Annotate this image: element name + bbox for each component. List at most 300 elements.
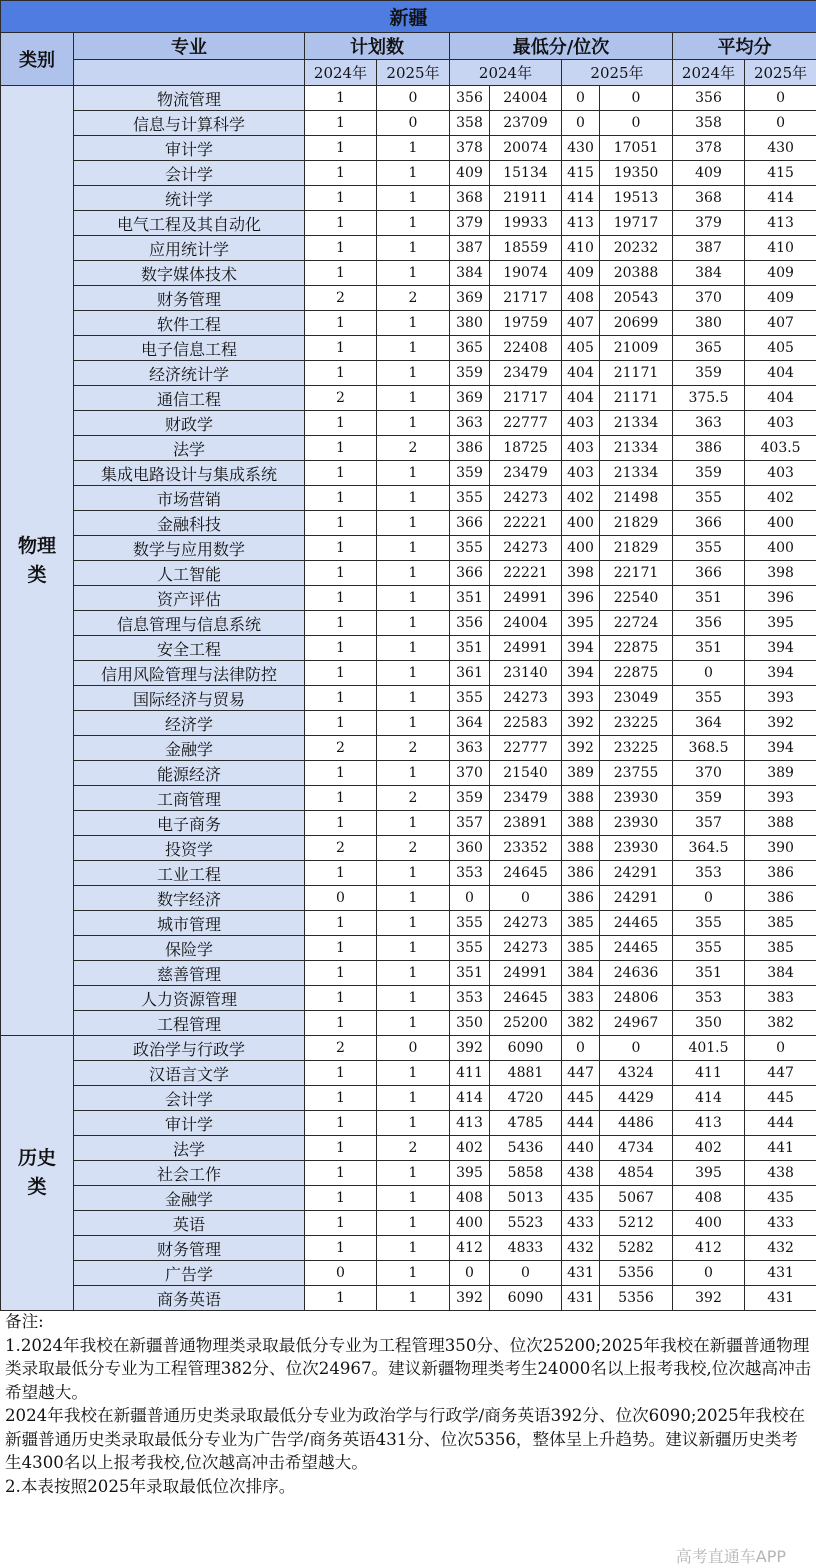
avg-score-2024: 356 <box>673 86 745 111</box>
min-score-2024: 351 <box>450 586 490 611</box>
plan-2025: 1 <box>377 886 450 911</box>
avg-score-2025: 415 <box>745 161 816 186</box>
header-avg-score: 平均分 <box>673 33 816 60</box>
min-score-2025: 395 <box>562 611 600 636</box>
plan-2024: 1 <box>305 786 377 811</box>
min-rank-2025: 21829 <box>600 511 673 536</box>
avg-score-2025: 403.5 <box>745 436 816 461</box>
plan-2025: 1 <box>377 536 450 561</box>
major-name: 通信工程 <box>74 386 305 411</box>
header-avg-2024: 2024年 <box>673 60 745 86</box>
plan-2025: 1 <box>377 861 450 886</box>
table-row <box>1 861 816 886</box>
plan-2024: 1 <box>305 336 377 361</box>
plan-2025: 1 <box>377 1286 450 1311</box>
major-name: 国际经济与贸易 <box>74 686 305 711</box>
min-score-2024: 365 <box>450 336 490 361</box>
note-physics: 1.2024年我校在新疆普通物理类录取最低分专业为工程管理350分、位次25200;2025年我校在新疆普通物理类录取最低分专业为工程管理382分、位次24967。建议新疆物理类考生24000名以上报考我校,位次越高冲击希望越大。 <box>5 1335 812 1402</box>
header-category: 类别 <box>1 33 74 86</box>
min-score-2025: 396 <box>562 586 600 611</box>
min-rank-2024: 0 <box>490 1261 562 1286</box>
min-score-2024: 363 <box>450 411 490 436</box>
avg-score-2024: 370 <box>673 286 745 311</box>
plan-2024: 1 <box>305 436 377 461</box>
min-rank-2025: 4734 <box>600 1136 673 1161</box>
min-score-2024: 355 <box>450 911 490 936</box>
min-score-2024: 408 <box>450 1186 490 1211</box>
plan-2025: 1 <box>377 1061 450 1086</box>
min-score-2024: 363 <box>450 736 490 761</box>
min-rank-2024: 21911 <box>490 186 562 211</box>
plan-2024: 1 <box>305 536 377 561</box>
min-rank-2024: 24991 <box>490 961 562 986</box>
min-rank-2024: 22221 <box>490 511 562 536</box>
avg-score-2025: 386 <box>745 886 816 911</box>
plan-2024: 1 <box>305 1111 377 1136</box>
min-rank-2025: 5356 <box>600 1261 673 1286</box>
major-name: 商务英语 <box>74 1286 305 1311</box>
min-rank-2025: 4854 <box>600 1161 673 1186</box>
major-name: 工程管理 <box>74 1011 305 1036</box>
min-rank-2025: 0 <box>600 111 673 136</box>
min-rank-2024: 22408 <box>490 336 562 361</box>
avg-score-2024: 368 <box>673 186 745 211</box>
avg-score-2025: 382 <box>745 1011 816 1036</box>
avg-score-2025: 430 <box>745 136 816 161</box>
table-row <box>1 1086 816 1111</box>
min-rank-2024: 23891 <box>490 811 562 836</box>
min-score-2025: 404 <box>562 361 600 386</box>
min-score-2024: 369 <box>450 286 490 311</box>
major-name: 审计学 <box>74 136 305 161</box>
min-rank-2025: 23049 <box>600 686 673 711</box>
min-score-2025: 403 <box>562 411 600 436</box>
major-name: 人工智能 <box>74 561 305 586</box>
min-score-2025: 389 <box>562 761 600 786</box>
table-row <box>1 1261 816 1286</box>
table-row <box>1 736 816 761</box>
header-plan: 计划数 <box>305 33 450 60</box>
avg-score-2025: 444 <box>745 1111 816 1136</box>
min-score-2025: 403 <box>562 461 600 486</box>
min-score-2025: 431 <box>562 1261 600 1286</box>
min-score-2024: 355 <box>450 486 490 511</box>
min-score-2024: 395 <box>450 1161 490 1186</box>
min-rank-2025: 24806 <box>600 986 673 1011</box>
plan-2024: 1 <box>305 136 377 161</box>
major-name: 投资学 <box>74 836 305 861</box>
avg-score-2025: 395 <box>745 611 816 636</box>
avg-score-2024: 370 <box>673 761 745 786</box>
min-rank-2024: 15134 <box>490 161 562 186</box>
avg-score-2025: 392 <box>745 711 816 736</box>
avg-score-2024: 375.5 <box>673 386 745 411</box>
major-name: 数字媒体技术 <box>74 261 305 286</box>
table-row <box>1 1236 816 1261</box>
min-score-2024: 369 <box>450 386 490 411</box>
table-row <box>1 911 816 936</box>
min-score-2025: 430 <box>562 136 600 161</box>
plan-2024: 1 <box>305 561 377 586</box>
major-name: 法学 <box>74 436 305 461</box>
avg-score-2024: 355 <box>673 911 745 936</box>
major-name: 社会工作 <box>74 1161 305 1186</box>
major-name: 金融学 <box>74 736 305 761</box>
major-name: 政治学与行政学 <box>74 1036 305 1061</box>
plan-2024: 1 <box>305 686 377 711</box>
plan-2025: 0 <box>377 1036 450 1061</box>
min-rank-2025: 5356 <box>600 1286 673 1311</box>
min-rank-2024: 24273 <box>490 686 562 711</box>
major-name: 数字经济 <box>74 886 305 911</box>
plan-2024: 1 <box>305 661 377 686</box>
table-row <box>1 636 816 661</box>
min-score-2025: 444 <box>562 1111 600 1136</box>
avg-score-2025: 389 <box>745 761 816 786</box>
table-row <box>1 386 816 411</box>
min-score-2024: 379 <box>450 211 490 236</box>
min-rank-2024: 24273 <box>490 486 562 511</box>
min-rank-2025: 4486 <box>600 1111 673 1136</box>
plan-2024: 1 <box>305 1011 377 1036</box>
min-rank-2024: 6090 <box>490 1036 562 1061</box>
table-row <box>1 936 816 961</box>
min-score-2025: 398 <box>562 561 600 586</box>
min-score-2024: 351 <box>450 961 490 986</box>
major-name: 会计学 <box>74 161 305 186</box>
plan-2025: 1 <box>377 211 450 236</box>
plan-2024: 1 <box>305 361 377 386</box>
plan-2024: 1 <box>305 911 377 936</box>
min-score-2024: 414 <box>450 1086 490 1111</box>
avg-score-2025: 432 <box>745 1236 816 1261</box>
min-score-2024: 368 <box>450 186 490 211</box>
plan-2025: 1 <box>377 136 450 161</box>
plan-2024: 1 <box>305 1186 377 1211</box>
avg-score-2025: 398 <box>745 561 816 586</box>
plan-2025: 1 <box>377 686 450 711</box>
plan-2025: 1 <box>377 1186 450 1211</box>
min-rank-2025: 20232 <box>600 236 673 261</box>
plan-2025: 1 <box>377 961 450 986</box>
avg-score-2025: 383 <box>745 986 816 1011</box>
min-rank-2025: 0 <box>600 86 673 111</box>
plan-2025: 1 <box>377 636 450 661</box>
table-row <box>1 411 816 436</box>
major-name: 安全工程 <box>74 636 305 661</box>
table-row <box>1 86 816 111</box>
min-score-2025: 400 <box>562 536 600 561</box>
avg-score-2025: 0 <box>745 86 816 111</box>
table-row <box>1 786 816 811</box>
min-score-2025: 394 <box>562 636 600 661</box>
min-score-2024: 353 <box>450 986 490 1011</box>
min-score-2024: 356 <box>450 86 490 111</box>
major-name: 广告学 <box>74 1261 305 1286</box>
min-score-2024: 370 <box>450 761 490 786</box>
plan-2025: 1 <box>377 986 450 1011</box>
plan-2024: 2 <box>305 736 377 761</box>
avg-score-2024: 351 <box>673 586 745 611</box>
avg-score-2024: 351 <box>673 636 745 661</box>
min-rank-2024: 24004 <box>490 611 562 636</box>
min-score-2025: 404 <box>562 386 600 411</box>
table-row <box>1 711 816 736</box>
min-score-2024: 359 <box>450 361 490 386</box>
plan-2024: 0 <box>305 886 377 911</box>
category-cell: 物理 类 <box>1 86 74 1036</box>
plan-2024: 1 <box>305 1161 377 1186</box>
avg-score-2024: 409 <box>673 161 745 186</box>
min-rank-2024: 22777 <box>490 736 562 761</box>
table-row <box>1 1036 816 1061</box>
major-name: 信用风险管理与法律防控 <box>74 661 305 686</box>
min-score-2025: 440 <box>562 1136 600 1161</box>
table-row <box>1 1061 816 1086</box>
min-score-2025: 405 <box>562 336 600 361</box>
avg-score-2024: 408 <box>673 1186 745 1211</box>
plan-2025: 2 <box>377 286 450 311</box>
min-rank-2025: 21171 <box>600 361 673 386</box>
min-rank-2025: 21334 <box>600 411 673 436</box>
min-score-2025: 400 <box>562 511 600 536</box>
avg-score-2024: 359 <box>673 461 745 486</box>
avg-score-2024: 359 <box>673 786 745 811</box>
avg-score-2024: 358 <box>673 111 745 136</box>
min-score-2024: 351 <box>450 636 490 661</box>
major-name: 集成电路设计与集成系统 <box>74 461 305 486</box>
plan-2025: 2 <box>377 1136 450 1161</box>
min-rank-2025: 19717 <box>600 211 673 236</box>
min-score-2025: 0 <box>562 111 600 136</box>
avg-score-2025: 394 <box>745 736 816 761</box>
plan-2025: 1 <box>377 261 450 286</box>
major-name: 法学 <box>74 1136 305 1161</box>
avg-score-2025: 409 <box>745 261 816 286</box>
plan-2025: 1 <box>377 586 450 611</box>
plan-2025: 1 <box>377 811 450 836</box>
plan-2025: 1 <box>377 1161 450 1186</box>
min-score-2025: 438 <box>562 1161 600 1186</box>
avg-score-2025: 385 <box>745 911 816 936</box>
table-row <box>1 611 816 636</box>
min-rank-2025: 20388 <box>600 261 673 286</box>
avg-score-2025: 405 <box>745 336 816 361</box>
min-score-2024: 402 <box>450 1136 490 1161</box>
note-history: 2024年我校在新疆普通历史类录取最低分专业为政治学与行政学/商务英语392分、位次6090;2025年我校在新疆普通历史类录取最低分专业为广告学/商务英语431分、位次5356，整体呈上升趋势。建议新疆历史类考生4300名以上报考我校,位次越高冲击希望越大。 <box>5 1406 806 1472</box>
avg-score-2024: 0 <box>673 661 745 686</box>
avg-score-2024: 355 <box>673 686 745 711</box>
plan-2024: 1 <box>305 986 377 1011</box>
plan-2024: 1 <box>305 861 377 886</box>
table-row <box>1 286 816 311</box>
min-score-2025: 447 <box>562 1061 600 1086</box>
plan-2025: 1 <box>377 611 450 636</box>
min-rank-2024: 20074 <box>490 136 562 161</box>
plan-2025: 2 <box>377 436 450 461</box>
major-name: 能源经济 <box>74 761 305 786</box>
min-score-2025: 388 <box>562 786 600 811</box>
major-name: 数学与应用数学 <box>74 536 305 561</box>
plan-2025: 1 <box>377 361 450 386</box>
category-cell: 历史 类 <box>1 1036 74 1311</box>
plan-2024: 1 <box>305 186 377 211</box>
plan-2024: 2 <box>305 836 377 861</box>
min-score-2024: 360 <box>450 836 490 861</box>
table-row <box>1 511 816 536</box>
plan-2024: 1 <box>305 1236 377 1261</box>
plan-2025: 1 <box>377 1111 450 1136</box>
min-rank-2024: 21717 <box>490 386 562 411</box>
header-min-score-rank: 最低分/位次 <box>450 33 673 60</box>
major-name: 电子商务 <box>74 811 305 836</box>
min-rank-2024: 24645 <box>490 986 562 1011</box>
avg-score-2024: 413 <box>673 1111 745 1136</box>
plan-2024: 1 <box>305 511 377 536</box>
major-name: 汉语言文学 <box>74 1061 305 1086</box>
min-score-2024: 386 <box>450 436 490 461</box>
plan-2025: 1 <box>377 1086 450 1111</box>
plan-2024: 1 <box>305 461 377 486</box>
avg-score-2025: 402 <box>745 486 816 511</box>
min-rank-2025: 23930 <box>600 786 673 811</box>
min-score-2024: 350 <box>450 1011 490 1036</box>
major-name: 人力资源管理 <box>74 986 305 1011</box>
header-plan-2025: 2025年 <box>377 60 450 86</box>
min-rank-2024: 18559 <box>490 236 562 261</box>
watermark: 高考直通车APP <box>675 1547 786 1566</box>
min-score-2025: 392 <box>562 736 600 761</box>
table-row <box>1 1011 816 1036</box>
plan-2025: 1 <box>377 1236 450 1261</box>
min-rank-2024: 22583 <box>490 711 562 736</box>
avg-score-2024: 350 <box>673 1011 745 1036</box>
major-name: 经济统计学 <box>74 361 305 386</box>
min-rank-2025: 5212 <box>600 1211 673 1236</box>
min-rank-2025: 5067 <box>600 1186 673 1211</box>
avg-score-2025: 394 <box>745 636 816 661</box>
plan-2025: 0 <box>377 111 450 136</box>
min-rank-2024: 5013 <box>490 1186 562 1211</box>
avg-score-2024: 411 <box>673 1061 745 1086</box>
major-name: 工业工程 <box>74 861 305 886</box>
notes-heading: 备注: <box>5 1312 44 1331</box>
major-name: 资产评估 <box>74 586 305 611</box>
avg-score-2024: 379 <box>673 211 745 236</box>
plan-2024: 1 <box>305 761 377 786</box>
min-score-2025: 384 <box>562 961 600 986</box>
min-rank-2024: 0 <box>490 886 562 911</box>
table-row <box>1 236 816 261</box>
avg-score-2024: 364.5 <box>673 836 745 861</box>
plan-2025: 1 <box>377 336 450 361</box>
avg-score-2024: 356 <box>673 611 745 636</box>
min-rank-2024: 4881 <box>490 1061 562 1086</box>
min-rank-2025: 22171 <box>600 561 673 586</box>
table-row <box>1 1211 816 1236</box>
avg-score-2025: 388 <box>745 811 816 836</box>
avg-score-2024: 351 <box>673 961 745 986</box>
min-score-2025: 382 <box>562 1011 600 1036</box>
plan-2024: 1 <box>305 1286 377 1311</box>
min-score-2025: 388 <box>562 836 600 861</box>
plan-2025: 1 <box>377 236 450 261</box>
note-sorting: 2.本表按照2025年录取最低位次排序。 <box>5 1476 296 1496</box>
plan-2024: 1 <box>305 1211 377 1236</box>
plan-2025: 2 <box>377 836 450 861</box>
avg-score-2024: 0 <box>673 886 745 911</box>
table-row <box>1 586 816 611</box>
min-rank-2025: 19350 <box>600 161 673 186</box>
notes-section <box>5 1310 813 1498</box>
major-name: 信息与计算科学 <box>74 111 305 136</box>
table-row <box>1 986 816 1011</box>
major-name: 电气工程及其自动化 <box>74 211 305 236</box>
plan-2024: 1 <box>305 811 377 836</box>
avg-score-2025: 404 <box>745 361 816 386</box>
avg-score-2024: 401.5 <box>673 1036 745 1061</box>
header-major-blank <box>74 60 305 86</box>
min-score-2025: 413 <box>562 211 600 236</box>
min-rank-2024: 23352 <box>490 836 562 861</box>
plan-2024: 1 <box>305 236 377 261</box>
min-score-2025: 383 <box>562 986 600 1011</box>
min-score-2025: 407 <box>562 311 600 336</box>
table-row <box>1 761 816 786</box>
major-name: 应用统计学 <box>74 236 305 261</box>
min-score-2024: 359 <box>450 786 490 811</box>
min-score-2025: 410 <box>562 236 600 261</box>
min-score-2025: 403 <box>562 436 600 461</box>
min-score-2024: 364 <box>450 711 490 736</box>
min-rank-2025: 20543 <box>600 286 673 311</box>
min-rank-2025: 23930 <box>600 836 673 861</box>
min-rank-2025: 22724 <box>600 611 673 636</box>
plan-2024: 1 <box>305 961 377 986</box>
min-rank-2024: 18725 <box>490 436 562 461</box>
major-name: 统计学 <box>74 186 305 211</box>
avg-score-2024: 359 <box>673 361 745 386</box>
avg-score-2024: 402 <box>673 1136 745 1161</box>
min-rank-2024: 5858 <box>490 1161 562 1186</box>
plan-2025: 1 <box>377 1261 450 1286</box>
major-name: 城市管理 <box>74 911 305 936</box>
plan-2025: 1 <box>377 486 450 511</box>
plan-2025: 2 <box>377 736 450 761</box>
avg-score-2024: 355 <box>673 536 745 561</box>
min-rank-2024: 6090 <box>490 1286 562 1311</box>
avg-score-2025: 394 <box>745 661 816 686</box>
min-rank-2024: 22221 <box>490 561 562 586</box>
major-name: 会计学 <box>74 1086 305 1111</box>
min-score-2024: 366 <box>450 561 490 586</box>
avg-score-2024: 414 <box>673 1086 745 1111</box>
avg-score-2025: 445 <box>745 1086 816 1111</box>
min-score-2025: 394 <box>562 661 600 686</box>
min-score-2024: 359 <box>450 461 490 486</box>
table-row <box>1 1161 816 1186</box>
plan-2024: 1 <box>305 311 377 336</box>
min-score-2024: 0 <box>450 1261 490 1286</box>
min-score-2025: 435 <box>562 1186 600 1211</box>
table-title: 新疆 <box>1 1 816 33</box>
avg-score-2024: 365 <box>673 336 745 361</box>
plan-2024: 1 <box>305 636 377 661</box>
avg-score-2024: 0 <box>673 1261 745 1286</box>
major-name: 信息管理与信息系统 <box>74 611 305 636</box>
avg-score-2025: 386 <box>745 861 816 886</box>
min-score-2024: 413 <box>450 1111 490 1136</box>
